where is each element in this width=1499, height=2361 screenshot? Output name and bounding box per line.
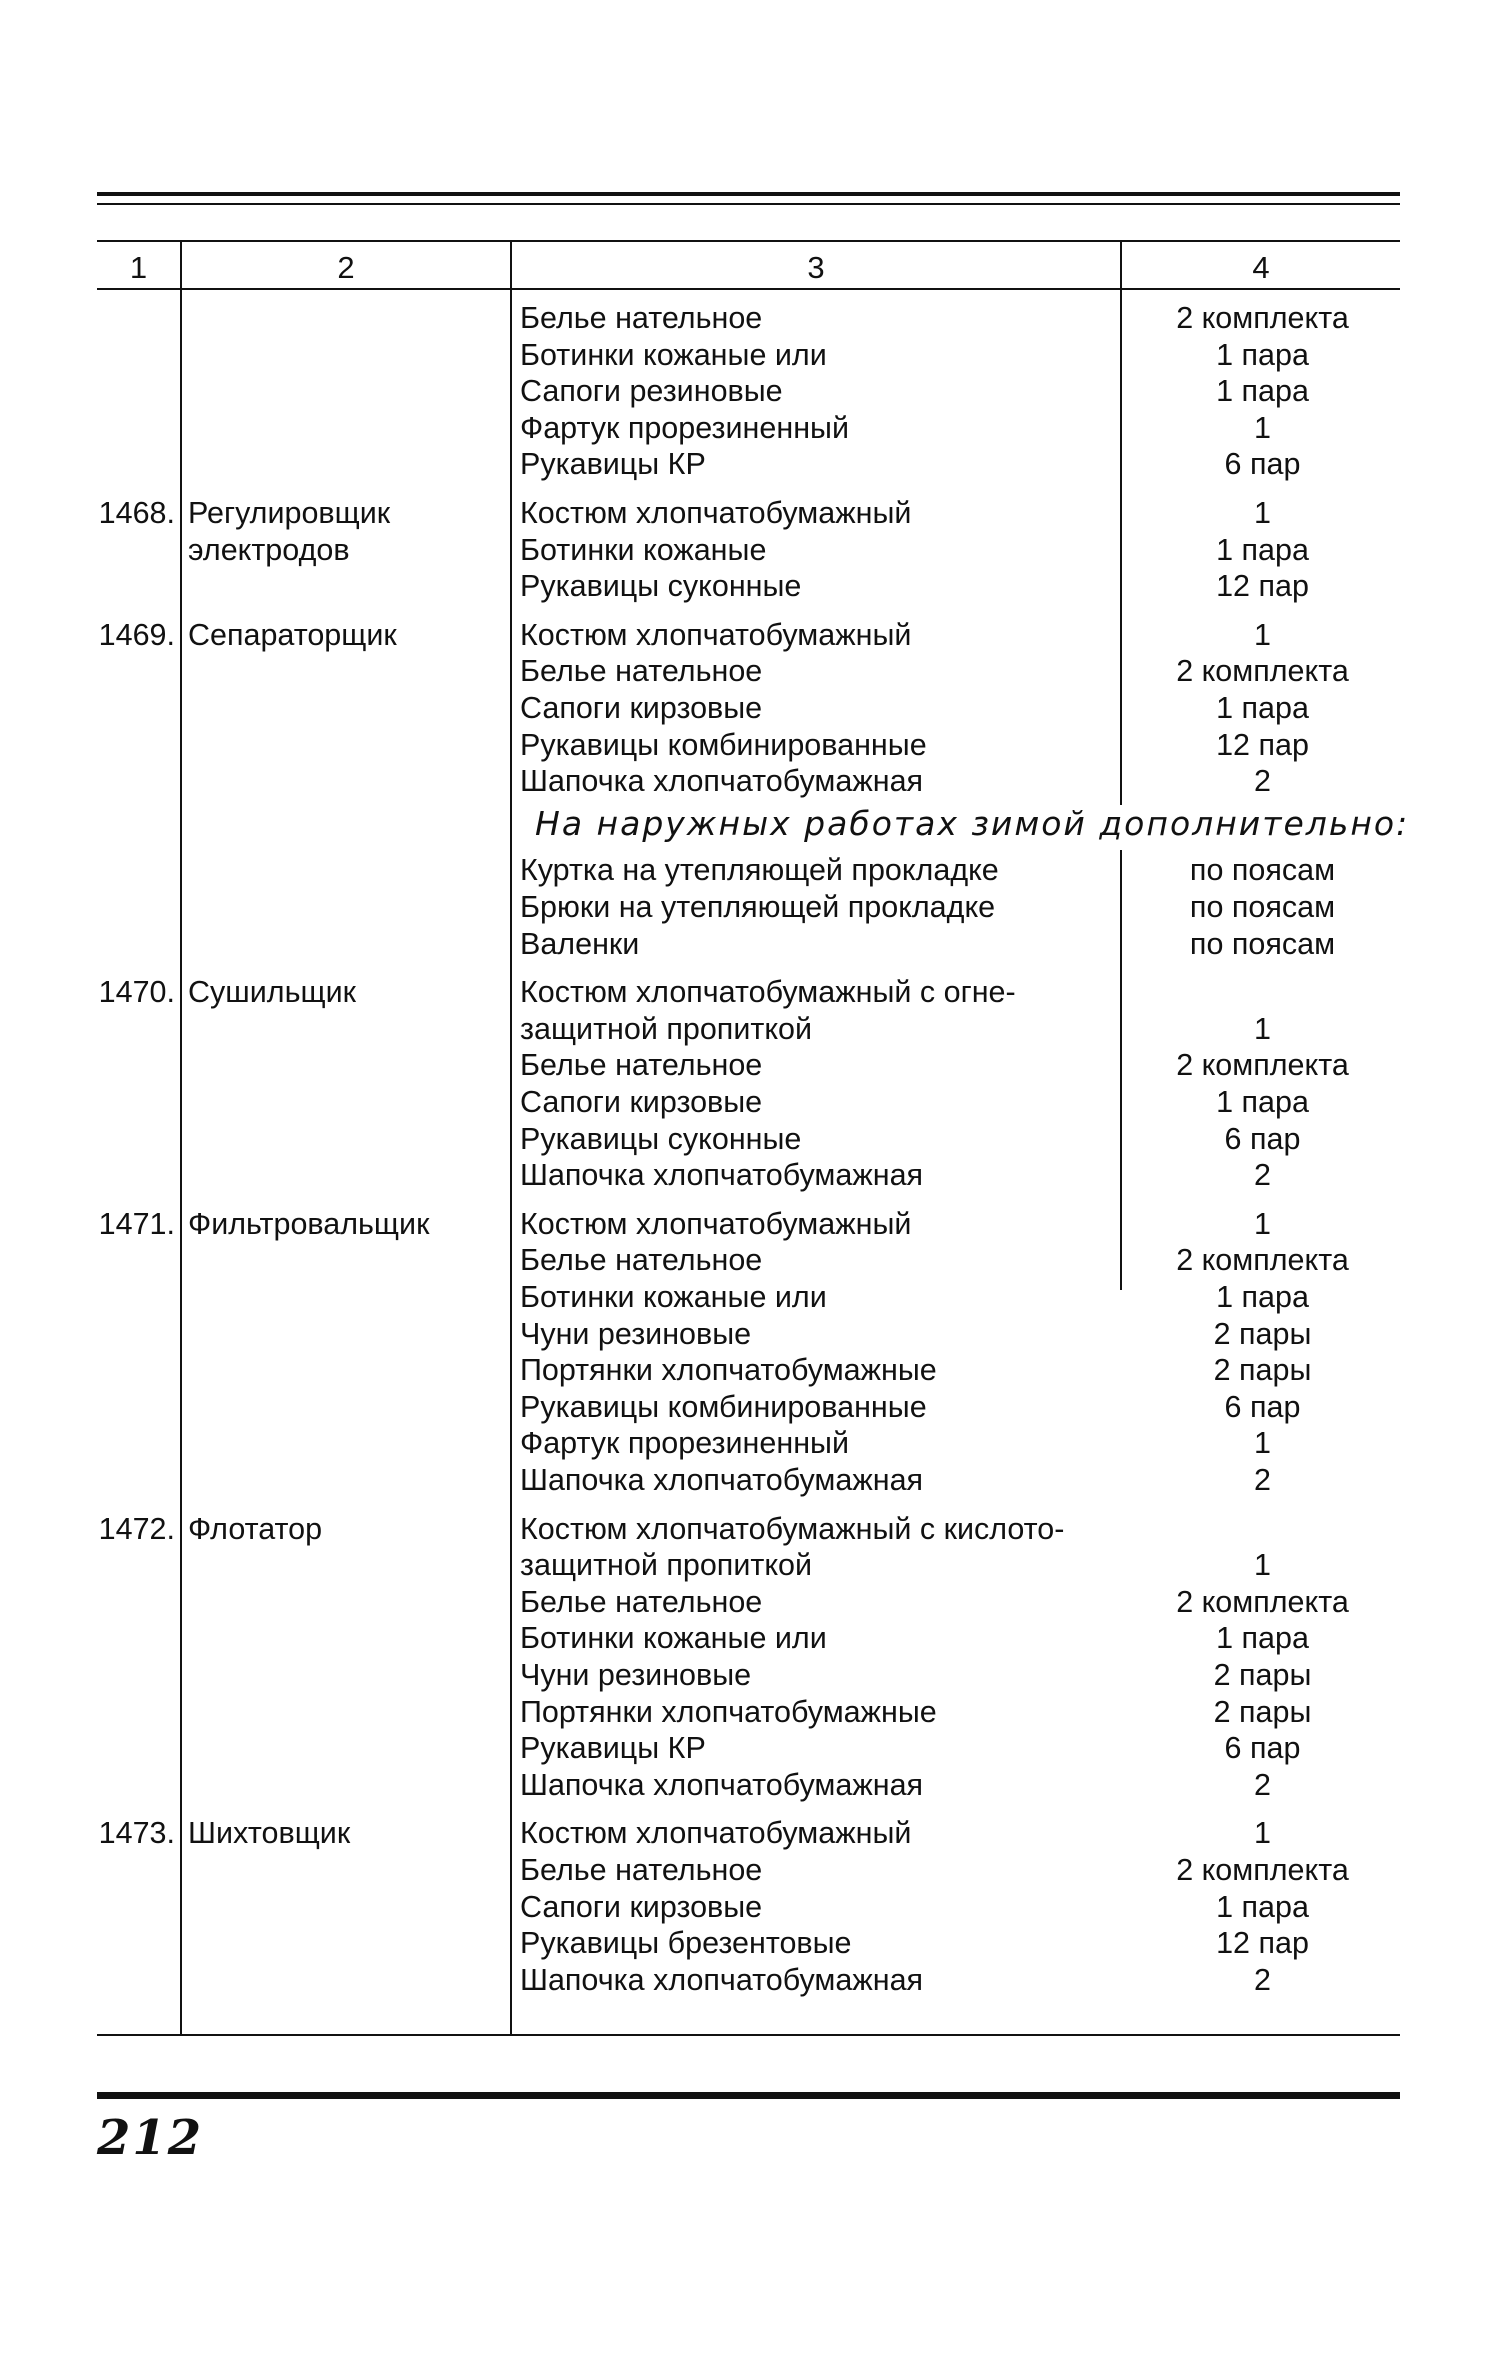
profession-name: Фильтровальщик (188, 1206, 430, 1241)
item-quantity: 1 (1254, 1426, 1271, 1461)
item-quantity: 1 пара (1216, 691, 1309, 725)
item-name: Костюм хлопчатобумажный с огне- (520, 975, 1016, 1010)
item-quantity: 2 пары (1213, 1694, 1312, 1729)
item-name: Шапочка хлопчатобумажная (520, 1767, 924, 1802)
item-quantity: 2 комплекта (1176, 654, 1349, 689)
item-name: Чуни резиновые (520, 1658, 752, 1692)
item-name: Фартук прорезиненный (520, 410, 849, 445)
item-name: Портянки хлопчатобумажные (520, 1353, 937, 1388)
item-quantity: 2 пары (1213, 1316, 1312, 1351)
header-col-3: 3 (807, 250, 825, 285)
item-name: Рукавицы КР (520, 1731, 706, 1766)
item-name: Шапочка хлопчатобумажная (520, 764, 924, 799)
item-quantity: 2 комплекта (1176, 1853, 1349, 1887)
item-name: Костюм хлопчатобумажный (520, 1206, 912, 1241)
item-name: Рукавицы брезентовые (520, 1926, 852, 1961)
item-quantity: 1 (1254, 617, 1271, 652)
item-name: Ботинки кожаные или (520, 1280, 827, 1314)
profession-name: Сушильщик (188, 975, 356, 1010)
item-quantity: 1 (1254, 1548, 1271, 1583)
item-name: Шапочка хлопчатобумажная (520, 1463, 924, 1497)
item-name: Валенки (520, 926, 640, 961)
item-quantity: 2 (1254, 1158, 1271, 1193)
winter-note: На наружных работах зимой дополнительно: (535, 803, 1410, 843)
item-quantity: 2 пары (1213, 1658, 1312, 1692)
item-name: Чуни резиновые (520, 1316, 752, 1351)
item-quantity: 1 пара (1216, 532, 1309, 567)
item-name: Портянки хлопчатобумажные (520, 1694, 937, 1729)
col-divider-3b (1120, 850, 1122, 1290)
item-name: Белье нательное (520, 1243, 763, 1278)
item-quantity: 6 пар (1224, 447, 1301, 482)
item-name: Костюм хлопчатобумажный (520, 1816, 912, 1851)
item-quantity: 12 пар (1216, 569, 1309, 604)
item-name: Рукавицы комбинированные (520, 727, 927, 762)
profession-name: Флотатор (188, 1511, 323, 1546)
profession-name: электродов (188, 532, 350, 567)
item-quantity: 1 пара (1216, 374, 1309, 409)
footer-rule (97, 2092, 1400, 2099)
item-quantity: по поясам (1189, 890, 1336, 924)
row-number: 1468. (98, 496, 175, 530)
item-name: защитной пропиткой (520, 1011, 813, 1046)
header-col-4: 4 (1252, 250, 1270, 285)
page-number: 212 (97, 2110, 204, 2166)
item-quantity: 1 пара (1216, 337, 1309, 372)
row-number: 1471. (98, 1206, 175, 1241)
top-rule-thin (97, 203, 1400, 205)
item-name: Сапоги резиновые (520, 374, 783, 409)
item-quantity: 1 (1254, 1011, 1271, 1046)
item-quantity: по поясам (1189, 926, 1336, 961)
item-name: Шапочка хлопчатобумажная (520, 1962, 924, 1997)
item-quantity: 12 пар (1216, 727, 1309, 762)
profession-name: Регулировщик (188, 496, 391, 530)
item-name: Сапоги кирзовые (520, 691, 763, 725)
item-quantity: 2 комплекта (1176, 1243, 1349, 1278)
item-quantity: 2 комплекта (1176, 1048, 1349, 1083)
header-top-line (97, 240, 1400, 242)
item-name: Костюм хлопчатобумажный с кислото- (520, 1511, 1065, 1546)
item-name: Белье нательное (520, 1584, 763, 1619)
item-name: Белье нательное (520, 301, 763, 335)
item-name: Брюки на утепляющей прокладке (520, 890, 996, 924)
item-name: Шапочка хлопчатобумажная (520, 1158, 924, 1193)
item-quantity: 6 пар (1224, 1121, 1301, 1156)
header-col-2: 2 (337, 250, 355, 285)
item-quantity: 1 (1254, 1816, 1271, 1851)
item-quantity: 1 пара (1216, 1085, 1309, 1119)
item-name: Ботинки кожаные или (520, 1621, 827, 1656)
col-divider-2 (510, 240, 512, 2036)
row-number: 1470. (98, 975, 175, 1010)
item-quantity: 1 (1254, 1206, 1271, 1241)
item-quantity: 2 пары (1213, 1353, 1312, 1388)
row-number: 1473. (98, 1816, 175, 1851)
item-quantity: 2 комплекта (1176, 1584, 1349, 1619)
item-name: Фартук прорезиненный (520, 1426, 849, 1461)
item-quantity: по поясам (1189, 853, 1336, 888)
item-name: Рукавицы суконные (520, 569, 802, 604)
item-name: Ботинки кожаные (520, 532, 767, 567)
table-bottom-line (97, 2034, 1400, 2036)
item-name: Белье нательное (520, 1853, 763, 1887)
item-name: Куртка на утепляющей прокладке (520, 853, 999, 888)
item-quantity: 2 (1254, 764, 1271, 799)
item-quantity: 12 пар (1216, 1926, 1309, 1961)
item-quantity: 6 пар (1224, 1389, 1301, 1424)
header-bottom-line (97, 288, 1400, 290)
item-quantity: 1 пара (1216, 1621, 1309, 1656)
item-name: Рукавицы КР (520, 447, 706, 482)
item-quantity: 1 пара (1216, 1889, 1309, 1924)
item-name: Рукавицы суконные (520, 1121, 802, 1156)
item-quantity: 1 (1254, 410, 1271, 445)
col-divider-3 (1120, 240, 1122, 805)
item-name: Белье нательное (520, 1048, 763, 1083)
profession-name: Шихтовщик (188, 1816, 351, 1851)
item-name: защитной пропиткой (520, 1548, 813, 1583)
item-quantity: 2 комплекта (1176, 301, 1349, 335)
item-name: Сапоги кирзовые (520, 1085, 763, 1119)
item-name: Ботинки кожаные или (520, 337, 827, 372)
item-quantity: 2 (1254, 1962, 1271, 1997)
item-name: Белье нательное (520, 654, 763, 689)
top-rule-thick (97, 192, 1400, 196)
item-name: Рукавицы комбинированные (520, 1389, 927, 1424)
item-quantity: 1 пара (1216, 1280, 1309, 1314)
row-number: 1469. (98, 617, 175, 652)
profession-name: Сепараторщик (188, 617, 397, 652)
item-name: Костюм хлопчатобумажный (520, 496, 912, 530)
item-name: Костюм хлопчатобумажный (520, 617, 912, 652)
header-col-1: 1 (129, 250, 148, 285)
item-quantity: 6 пар (1224, 1731, 1301, 1766)
item-name: Сапоги кирзовые (520, 1889, 763, 1924)
row-number: 1472. (98, 1511, 175, 1546)
col-divider-1 (180, 240, 182, 2036)
item-quantity: 2 (1254, 1463, 1271, 1497)
item-quantity: 1 (1254, 496, 1271, 530)
item-quantity: 2 (1254, 1767, 1271, 1802)
